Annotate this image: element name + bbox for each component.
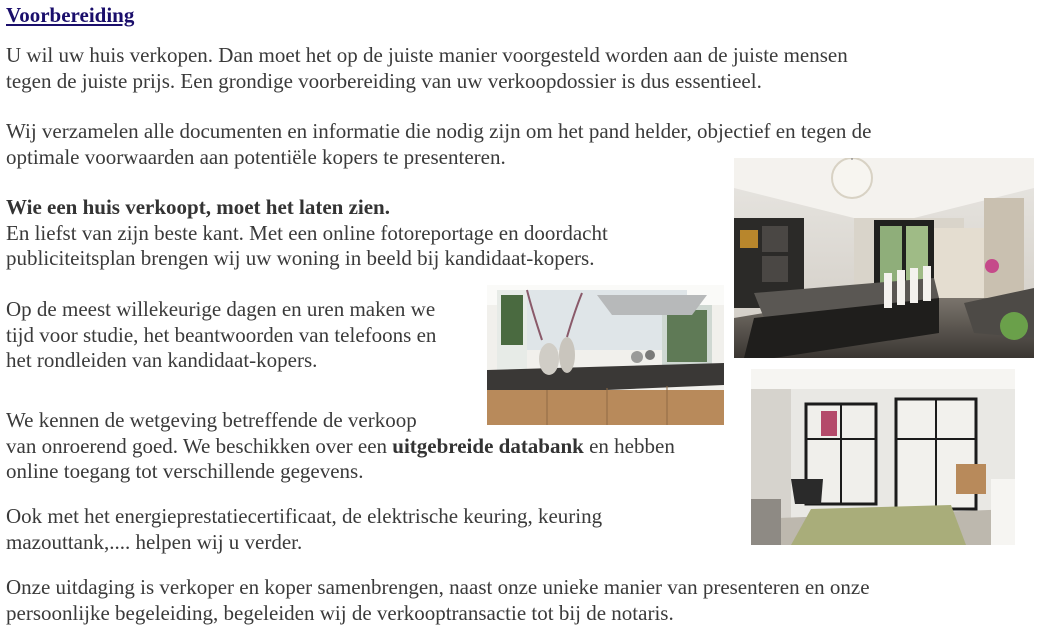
show-house-paragraph: [6, 195, 608, 272]
living-room-photo: [751, 369, 1015, 545]
challenge-paragraph: [6, 575, 870, 626]
text-line: publiciteitsplan brengen wij uw woning in beeld bij kandidaat-kopers.: [6, 246, 595, 270]
kitchen-photo-counter: [487, 285, 724, 425]
text-line: We kennen de wetgeving betreffende de verkoop: [6, 408, 417, 432]
text-line: tegen de juiste prijs. Een grondige voorbereiding van uw verkoopdossier is dus essentieel.: [6, 68, 762, 93]
kitchen-photo-large: [734, 158, 1034, 358]
bold-statement: Wie een huis verkoopt, moet het laten zien.: [6, 195, 390, 219]
text-line: En liefst van zijn beste kant. Met een online fotoreportage en doordacht: [6, 220, 608, 245]
text-line: Ook met het energieprestatiecertificaat, de elektrische keuring, keuring: [6, 504, 603, 528]
text-line: Wij verzamelen alle documenten en informatie die nodig zijn om het pand helder, objectief en tegen de: [6, 119, 872, 143]
text-line: optimale voorwaarden aan potentiële kopers te presenteren.: [6, 144, 506, 169]
text-line: U wil uw huis verkopen. Dan moet het op de juiste manier voorgesteld worden aan de juiste mensen: [6, 43, 848, 67]
text-line: Onze uitdaging is verkoper en koper samenbrengen, naast onze unieke manier van presenteren en onze: [6, 575, 870, 599]
text-line: het rondleiden van kandidaat-kopers.: [6, 348, 318, 372]
text-line: en hebben: [583, 433, 675, 458]
text-line: Op de meest willekeurige dagen en uren maken we: [6, 297, 436, 321]
databank-emphasis: uitgebreide databank: [392, 433, 584, 458]
page-title[interactable]: Voorbereiding: [6, 3, 135, 27]
availability-paragraph: [6, 297, 436, 374]
certificates-paragraph: [6, 504, 602, 555]
intro-paragraph: [6, 43, 848, 94]
text-line: van onroerend goed. We beschikken over een: [6, 433, 393, 458]
text-line: persoonlijke begeleiding, begeleiden wij de verkooptransactie tot bij de notaris.: [6, 600, 674, 625]
text-line: mazouttank,.... helpen wij u verder.: [6, 529, 303, 554]
text-line: tijd voor studie, het beantwoorden van telefoons en: [6, 322, 437, 347]
text-line: online toegang tot verschillende gegevens.: [6, 459, 364, 483]
